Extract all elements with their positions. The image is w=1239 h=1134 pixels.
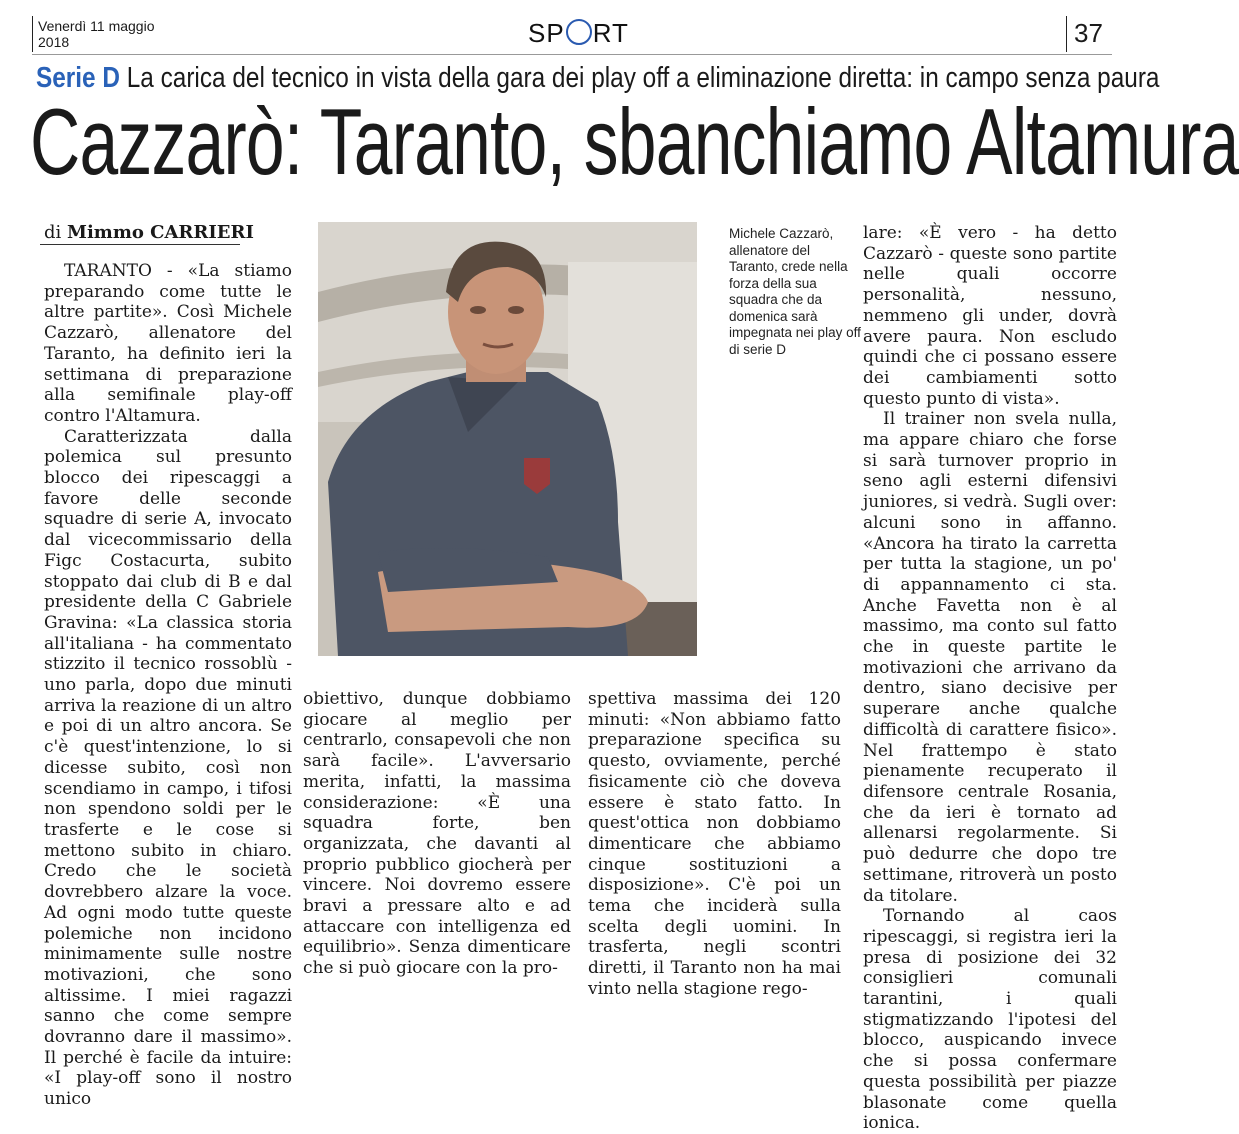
paragraph: TARANTO - «La stiamo preparando come tutte le altre partite». Così Michele Cazzarò, allenatore del Taranto, ha definito ieri la settimana di preparazione alla semifinale play-off contro l'Altamura.	[44, 261, 292, 426]
section-title-right: RT	[592, 18, 629, 48]
header-left-rule	[32, 16, 33, 52]
paragraph: lare: «È vero - ha detto Cazzarò - queste sono partite nelle quali occorre personalità, nessuno, nemmeno gli under, dovrà avere paura. Non escludo quindi che ci possano essere dei cambiamenti sotto questo punto di vista».	[863, 223, 1117, 409]
byline	[44, 222, 254, 243]
page-number: 37	[1074, 18, 1103, 48]
byline-author: Mimmo CARRIERI	[67, 222, 254, 243]
issue-date	[38, 18, 155, 50]
paragraph: obiettivo, dunque dobbiamo giocare al meglio per centrarlo, consapevoli che non sarà facile». L'avversario merita, infatti, la massima considerazione: «È una squadra forte, ben organizzata, che davanti al proprio pubblico giocherà per vincere. Noi dovremo essere bravi a pressare alto e ad attaccare con intelligenza ed equilibrio». Senza dimenticare che si può giocare con la pro-	[303, 689, 571, 979]
coach-photo	[318, 222, 697, 656]
issue-date-year: 2018	[38, 34, 70, 50]
section-logo-ring-icon	[566, 19, 592, 45]
headline: Cazzarò: Taranto, sbanchiamo Altamura	[30, 89, 1239, 194]
paragraph: spettiva massima dei 120 minuti: «Non abbiamo fatto preparazione specifica su questo, ovviamente, perché fisicamente ciò che doveva essere è stato fatto. In quest'ottica non dobbiamo dimenticare che abbiamo cinque sostituzioni a disposizione». C'è poi un tema che inciderà sulla scelta degli uomini. In trasferta, negli scontri diretti, il Taranto non ha mai vinto nella stagione rego-	[588, 689, 841, 999]
section-title	[528, 18, 629, 49]
coach-photo-image	[318, 222, 697, 656]
paragraph: Caratterizzata dalla polemica sul presunto blocco dei ripescaggi a favore delle seconde squadre di serie A, invocato dal vicecommissario della Figc Costacurta, subito stoppato dai club di B e dal presidente della C Gabriele Gravina: «La classica storia all'italiana - ha commentato stizzito il tecnico rossoblù - uno parla, dopo due minuti arriva la reazione di un altro e poi di un altro ancora. Se c'è quest'intenzione, lo si dicesse subito, così non scendiamo in campo, i tifosi non spendono soldi per le trasferte e le cose si mettono subito in chiaro. Credo che le società dovrebbero alzare la voce. Ad ogni modo tutte queste polemiche non incidono minimamente sulle nostre motivazioni, che sono altissime. I miei ragazzi sanno che come sempre dovranno dare il massimo». Il perché è facile da intuire: «I play-off sono il nostro unico	[44, 426, 292, 1110]
article-column-4	[863, 223, 1117, 1134]
kicker-text: La carica del tecnico in vista della gara dei play off a eliminazione diretta: in campo senza paura	[126, 62, 1160, 94]
section-title-left: SP	[528, 18, 565, 48]
byline-rule	[40, 244, 240, 245]
paragraph: Il trainer non svela nulla, ma appare chiaro che forse si sarà turnover proprio in seno agli esterni difensivi juniores, si vedrà. Sugli over: alcuni sono in affanno. «Ancora ha tirato la carretta per tutta la stagione, un po' di appannamento ci sta. Anche Favetta non è al massimo, ma conto sul fatto che in queste partite le motivazioni che arrivano da dentro, siano decisive per superare anche qualche difficoltà di carattere fisico». Nel frattempo è stato pienamente recuperato il difensore centrale Rosania, che da ieri è tornato ad allenarsi regolarmente. Si può dedurre che dopo tre settimane, ritroverà un posto da titolare.	[863, 409, 1117, 906]
article-column-3	[588, 689, 841, 999]
article-column-1	[44, 261, 292, 1110]
paragraph: Tornando al caos ripescaggi, si registra ieri la presa di posizione dei 32 consiglieri comunali tarantini, i quali stigmatizzando l'ipotesi del blocco, auspicando invece che si possa confermare questa possibilità per piazze blasonate come quella ionica.	[863, 906, 1117, 1134]
header-right-rule	[1066, 16, 1067, 52]
article-column-2	[303, 689, 571, 979]
photo-caption: Michele Cazzarò, allenatore del Taranto, crede nella forza della sua squadra che da domenica sarà impegnata nei play off di serie D	[729, 226, 861, 357]
issue-date-day: Venerdì 11 maggio	[38, 18, 155, 34]
kicker-section: Serie D	[36, 62, 120, 94]
header-divider	[32, 54, 1112, 55]
byline-prefix: di	[44, 222, 62, 243]
